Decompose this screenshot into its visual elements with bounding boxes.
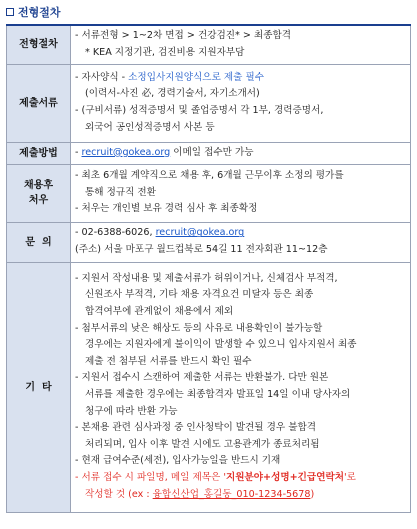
etc-line: 제출 전 첨부된 서류를 반드시 확인 필수 (85, 355, 252, 367)
row-heading-contact: 문 의 (7, 222, 71, 262)
recruitment-procedure-table (6, 24, 411, 513)
contact-email-link[interactable]: recruit@gokea.org (155, 227, 245, 239)
row-content-contact (71, 222, 411, 262)
benefits-heading-line2: 처우 (28, 195, 49, 206)
benefits-salary-line: - 처우는 개인별 보유 경력 심사 후 최종확정 (75, 203, 258, 215)
documents-form-detail: (이력서-사진 必, 경력기술서, 자기소개서) (85, 88, 260, 100)
row-heading-procedure: 전형절차 (7, 25, 71, 64)
filename-rule-suffix: '로 (344, 471, 356, 483)
row-content-documents (71, 64, 411, 142)
etc-line: - 본채용 관련 심사과정 중 인사청탁이 발견될 경우 불합격 (75, 422, 317, 434)
row-content-benefits (71, 164, 411, 222)
documents-form-line (75, 70, 406, 87)
etc-line: - 현재 급여수준(세전), 입사가능일을 반드시 기재 (75, 455, 281, 467)
procedure-steps: - 서류전형 > 1~2차 면접 > 건강검진* > 최종합격 (75, 30, 292, 42)
documents-required-papers: - (구비서류) 성적증명서 및 졸업증명서 각 1부, 경력증명서, (75, 105, 324, 116)
etc-line: 서류를 제출한 경우에는 최종합격자 발표일 14일 이내 당사자의 (85, 389, 351, 400)
section-title-text: 전형절차 (18, 6, 61, 19)
etc-line: - 첨부서류의 낮은 해상도 등의 사유로 내용확인이 불가능할 (75, 322, 323, 334)
method-suffix: 이메일 접수만 가능 (170, 146, 254, 158)
filename-rule-prefix: - 서류 접수 시 파일명, 메일 제목은 ' (75, 471, 226, 483)
etc-line: 합격여부에 관계없이 채용에서 제외 (85, 306, 234, 318)
documents-form-required: 소정입사지원양식으로 제출 필수 (128, 71, 265, 83)
etc-line: - 지원서 접수시 스캔하여 제출한 서류는 반환불가. 다만 원본 (75, 372, 329, 384)
table-row-method (7, 142, 411, 164)
contact-address: (주소) 서울 마포구 월드컵북로 54길 11 전자회관 11~12층 (75, 244, 328, 255)
table-row-contact (7, 222, 411, 262)
etc-filename-example (75, 487, 406, 504)
method-line (75, 145, 406, 162)
row-content-etc (71, 262, 411, 512)
square-bullet-icon (6, 8, 14, 16)
table-row-documents (7, 64, 411, 142)
filename-example-value: 융합신산업_홍길동_010-1234-5678 (152, 488, 311, 500)
filename-rule-format: 지원분야+성명+긴급연락처 (225, 471, 345, 483)
table-row-procedure (7, 25, 411, 64)
documents-language-scores: 외국어 공인성적증명서 사본 등 (85, 121, 215, 133)
etc-filename-rule (75, 470, 406, 487)
documents-form-prefix: - 자사양식 - (75, 71, 129, 83)
etc-line: 처리되며, 입사 이후 발견 시에도 고용관계가 종료처리됨 (85, 438, 320, 450)
section-title (6, 4, 61, 20)
etc-line: 경우에는 지원자에게 불이익이 발생할 수 있으니 입사지원서 최종 (85, 339, 357, 351)
benefits-contract-line: - 최초 6개월 계약직으로 채용 후, 6개월 근무이후 소정의 평가를 (75, 170, 344, 182)
filename-example-prefix: 작성할 것 (ex : (85, 488, 153, 500)
contact-phone-line (75, 225, 406, 242)
row-heading-method: 제출방법 (7, 142, 71, 164)
row-heading-documents: 제출서류 (7, 64, 71, 142)
row-heading-benefits (7, 164, 71, 222)
method-prefix: - (75, 146, 82, 158)
etc-line: - 지원서 작성내용 및 제출서류가 허위이거나, 신체검사 부적격, (75, 272, 338, 284)
method-email-link[interactable]: recruit@gokea.org (81, 146, 171, 158)
table-row-etc (7, 262, 411, 512)
filename-example-suffix: ) (310, 488, 315, 500)
row-content-procedure (71, 25, 411, 64)
benefits-conversion-line: 통해 정규직 전환 (85, 186, 156, 198)
contact-phone: - 02-6388-6026, (75, 227, 156, 239)
procedure-note: * KEA 지정기관, 검진비용 지원자부담 (85, 46, 245, 58)
table-row-benefits (7, 164, 411, 222)
row-heading-etc: 기 타 (7, 262, 71, 512)
benefits-heading-line1: 채용후 (24, 180, 53, 191)
etc-line: 청구에 따라 반환 가능 (85, 405, 178, 417)
etc-line: 신원조사 부적격, 기타 채용 자격요건 미달자 등은 최종 (85, 289, 314, 301)
row-content-method (71, 142, 411, 164)
